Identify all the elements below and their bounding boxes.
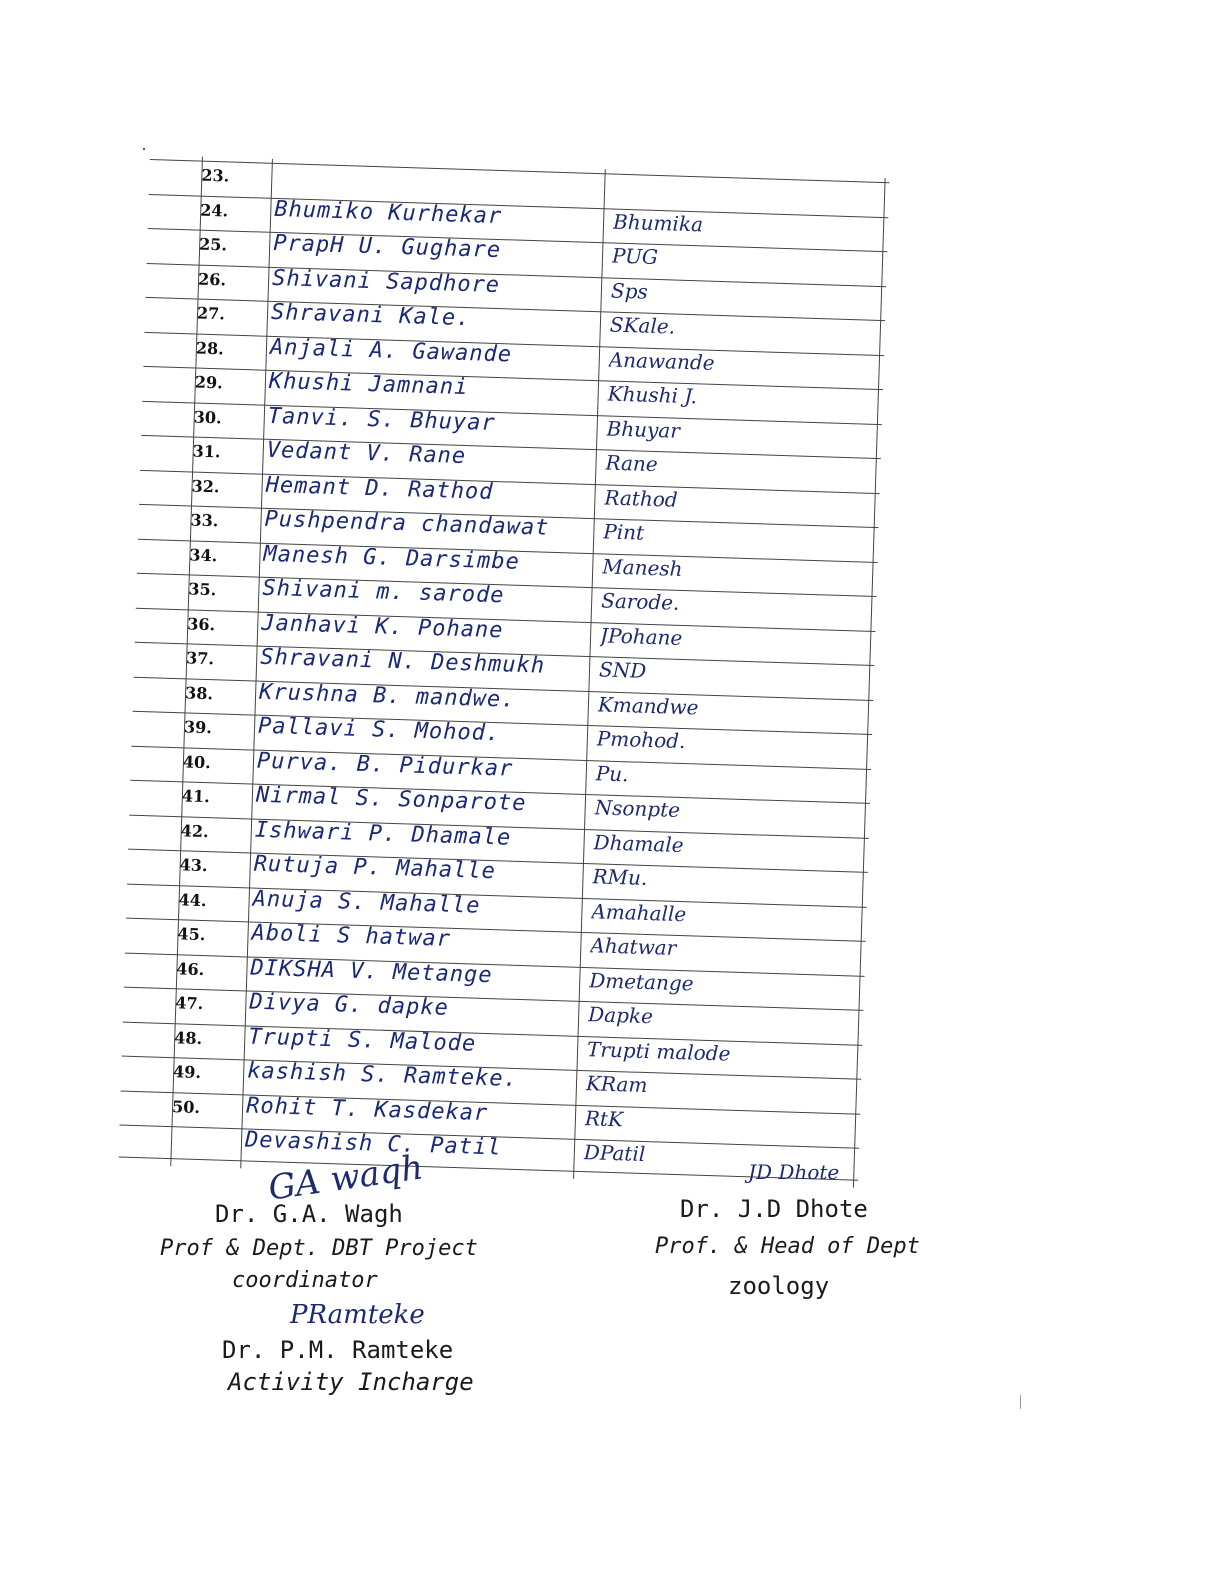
student-signature: Manesh (601, 553, 683, 581)
student-signature: KRam (585, 1071, 648, 1098)
student-name: Pallavi S. Mohod. (257, 713, 501, 747)
student-name: Bhumiko Kurhekar (273, 196, 503, 229)
student-signature: Rathod (604, 484, 679, 512)
row-number: 34. (189, 544, 218, 565)
row-number: 49. (172, 1062, 202, 1083)
row-number: 30. (193, 407, 222, 427)
student-name: Anjali A. Gawande (269, 334, 513, 367)
row-number: 26. (197, 269, 227, 289)
row-number: 47. (175, 993, 204, 1014)
ramteke-signature: PRamteke (290, 1300, 425, 1330)
row-number: 23. (201, 165, 230, 186)
student-name: Shravani N. Deshmukh (259, 644, 546, 679)
row-number: 41. (181, 786, 211, 807)
row-number: 25. (198, 234, 228, 255)
student-name: Divya G. dapke (249, 989, 450, 1021)
student-signature: SKale. (609, 312, 676, 339)
student-name: Pushpendra chandawat (264, 506, 550, 541)
row-number: 29. (194, 372, 224, 393)
student-signature: SND (598, 657, 647, 683)
scan-speck (143, 148, 145, 150)
row-number: 28. (195, 338, 225, 358)
dhote-signature: JD Dhote (748, 1160, 840, 1184)
student-signature: Bhumika (612, 209, 704, 236)
row-number: 42. (180, 820, 209, 841)
student-signature: JPohane (599, 622, 683, 650)
row-number: 46. (176, 958, 205, 979)
student-name: PrapH U. Gughare (272, 230, 502, 264)
student-signature: PUG (611, 243, 659, 270)
row-number: 27. (196, 303, 226, 324)
student-name (276, 162, 606, 172)
student-signature: RtK (584, 1105, 624, 1131)
student-name: Purva. B. Pidurkar (256, 748, 514, 782)
student-name: Aboli S hatwar (251, 920, 452, 952)
student-signature (615, 175, 805, 181)
student-name: Nirmal S. Sonparote (255, 782, 527, 817)
student-name: Trupti S. Malode (247, 1024, 477, 1057)
student-name: Rutuja P. Mahalle (253, 851, 497, 885)
ramteke-name: Dr. P.M. Ramteke (222, 1336, 454, 1364)
student-name: kashish S. Ramteke. (246, 1058, 519, 1093)
row-number: 40. (182, 751, 212, 772)
student-signature: Sps (610, 278, 649, 304)
student-signature: Sarode. (600, 588, 680, 615)
student-signature: Nsonpte (594, 795, 681, 822)
wagh-name: Dr. G.A. Wagh (215, 1200, 403, 1228)
row-number: 45. (177, 924, 206, 945)
student-signature: Bhuyar (606, 415, 681, 443)
row-number: 38. (184, 682, 214, 703)
student-signature: Trupti malode (586, 1036, 731, 1066)
dhote-title-line2: zoology (728, 1272, 830, 1300)
student-name: Khushi Jamnani (268, 368, 469, 401)
wagh-signature: GA waqh (265, 1147, 426, 1209)
ramteke-title: Activity Incharge (228, 1368, 474, 1396)
row-number: 24. (200, 200, 229, 220)
row-number: 36. (187, 613, 216, 634)
student-signature: RMu. (592, 864, 648, 890)
student-signature: Anawande (608, 347, 715, 375)
row-number: 37. (185, 648, 215, 669)
row-number: 48. (174, 1027, 203, 1048)
student-signature: Dhamale (593, 829, 684, 857)
student-signature: Pint (603, 519, 645, 545)
student-name: Shivani Sapdhore (271, 265, 501, 298)
student-name: Manesh G. Darsimbe (263, 541, 521, 575)
student-name: Devashish C. Patil (244, 1127, 502, 1161)
student-signature: Dmetange (588, 967, 694, 995)
row-number: 33. (190, 510, 219, 531)
student-signature: Kmandwe (597, 691, 699, 719)
student-name: Janhavi K. Pohane (260, 610, 504, 643)
row-number (171, 1131, 241, 1133)
wagh-title-line1: Prof & Dept. DBT Project (160, 1236, 478, 1261)
student-name: Shivani m. sarode (262, 575, 505, 609)
student-signature: Dapke (587, 1002, 654, 1029)
student-name: Tanvi. S. Bhuyar (267, 403, 497, 436)
row-number: 31. (192, 441, 221, 462)
student-signature: Ahatwar (590, 933, 677, 960)
student-signature: Rane (605, 450, 659, 477)
row-number: 32. (191, 475, 220, 496)
student-name: DIKSHA V. Metange (250, 955, 493, 988)
student-name: Hemant D. Rathod (265, 472, 494, 505)
attendance-table (118, 155, 889, 1188)
student-signature: DPatil (583, 1140, 646, 1167)
dhote-title-line1: Prof. & Head of Dept (655, 1234, 920, 1259)
student-signature: Pmohod. (596, 726, 686, 754)
student-signature: Khushi J. (607, 381, 698, 409)
row-number: 35. (188, 579, 217, 600)
student-name: Ishwari P. Dhamale (254, 817, 512, 851)
row-number: 43. (179, 855, 208, 876)
student-name: Vedant V. Rane (266, 437, 467, 470)
row-number: 50. (171, 1096, 201, 1117)
student-name: Krushna B. mandwe. (258, 679, 516, 713)
student-signature: Pu. (595, 760, 629, 786)
student-name: Rohit T. Kasdekar (245, 1092, 489, 1126)
scan-edge-mark (1020, 1395, 1021, 1409)
row-number: 44. (178, 889, 207, 910)
row-number: 39. (183, 717, 213, 738)
wagh-title-line2: coordinator (232, 1268, 378, 1293)
student-signature: Amahalle (591, 898, 687, 926)
dhote-name: Dr. J.D Dhote (680, 1195, 868, 1223)
student-name: Shravani Kale. (270, 299, 471, 332)
table-rows (150, 155, 890, 1167)
student-name: Anuja S. Mahalle (252, 886, 481, 919)
